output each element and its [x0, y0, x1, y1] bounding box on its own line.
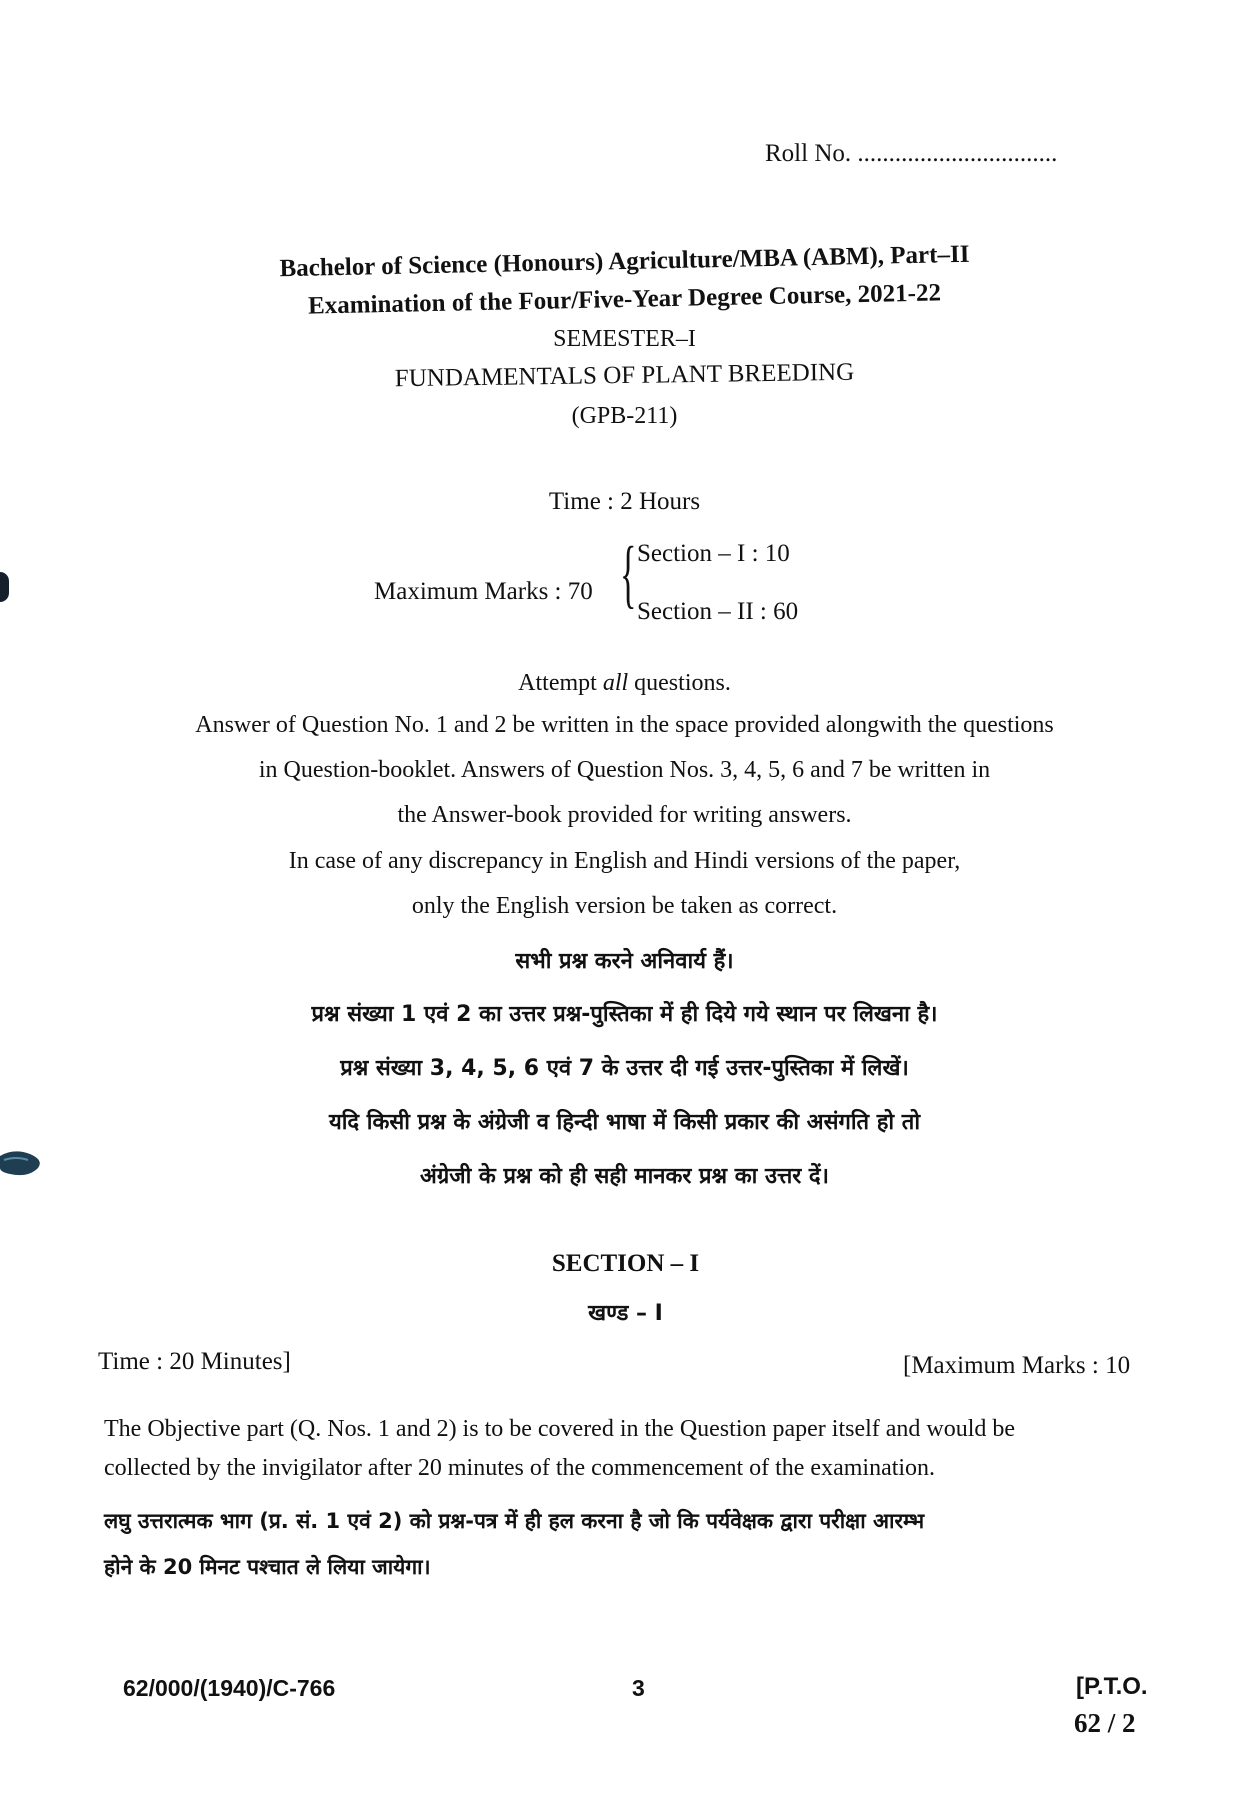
- attempt-instruction: Attempt all questions.: [518, 670, 731, 696]
- section-2-marks: Section – II : 60: [637, 598, 799, 625]
- hindi-instruction-line: प्रश्न संख्या 1 एवं 2 का उत्तर प्रश्न-पुस्तिका में ही दिये गये स्थान पर लिखना है।: [311, 1002, 938, 1027]
- instruction-line: In case of any discrepancy in English and Hindi versions of the paper,: [288, 848, 961, 874]
- hindi-instruction-line: यदि किसी प्रश्न के अंग्रेजी व हिन्दी भाषा में किसी प्रकार की असंगति हो तो: [328, 1110, 921, 1135]
- instruction-line: Answer of Question No. 1 and 2 be written in the space provided alongwith the questions: [195, 712, 1054, 738]
- section-max-marks: [Maximum Marks : 10: [903, 1352, 1131, 1379]
- course-code: (GPB-211): [571, 403, 678, 429]
- pto-label: [P.T.O.: [1076, 1673, 1148, 1700]
- page-reference: 62 / 2: [1074, 1708, 1136, 1738]
- degree-title: Bachelor of Science (Honours) Agriculture/MBA (ABM), Part–II: [279, 240, 970, 283]
- exam-time: Time : 2 Hours: [548, 488, 701, 515]
- page-number: 3: [632, 1675, 645, 1701]
- section-1-marks: Section – I : 10: [637, 540, 790, 567]
- section-title: SECTION – I: [551, 1250, 700, 1277]
- instruction-line: the Answer-book provided for writing answers.: [397, 802, 852, 828]
- hindi-instruction-line: प्रश्न संख्या 3, 4, 5, 6 एवं 7 के उत्तर दी गई उत्तर-पुस्तिका में लिखें।: [340, 1056, 909, 1081]
- hindi-instruction-line: अंग्रेजी के प्रश्न को ही सही मानकर प्रश्न का उत्तर दें।: [420, 1164, 829, 1189]
- instruction-line: only the English version be taken as correct.: [411, 893, 838, 919]
- section-title-hindi: खण्ड – I: [588, 1301, 663, 1326]
- examination-title: Examination of the Four/Five-Year Degree Course, 2021-22: [307, 279, 942, 320]
- roll-number-field: Roll No. ................................: [765, 140, 1058, 167]
- section-time: Time : 20 Minutes]: [98, 1348, 291, 1375]
- instruction-line: in Question-booklet. Answers of Question Nos. 3, 4, 5, 6 and 7 be written in: [258, 757, 991, 783]
- ink-blot-mark: [0, 572, 9, 602]
- maximum-marks-label: Maximum Marks : 70: [374, 578, 593, 605]
- objective-note-line: The Objective part (Q. Nos. 1 and 2) is to be covered in the Question paper itself and would be: [104, 1416, 1016, 1442]
- hindi-instruction-line: सभी प्रश्न करने अनिवार्य हैं।: [515, 949, 734, 974]
- subject-title: FUNDAMENTALS OF PLANT BREEDING: [394, 358, 855, 393]
- objective-note-line: collected by the invigilator after 20 minutes of the commencement of the examination.: [104, 1455, 936, 1481]
- paper-code: 62/000/(1940)/C-766: [123, 1675, 336, 1701]
- objective-note-hindi-line: लघु उत्तरात्मक भाग (प्र. सं. 1 एवं 2) को प्रश्न-पत्र में ही हल करना है जो कि पर्यवेक्षक द्वारा परीक्षा आरम्भ: [104, 1509, 925, 1533]
- brace-icon: {: [620, 532, 637, 616]
- objective-note-hindi-line: होने के 20 मिनट पश्चात ले लिया जायेगा।: [104, 1555, 431, 1579]
- semester-label: SEMESTER–I: [553, 326, 696, 352]
